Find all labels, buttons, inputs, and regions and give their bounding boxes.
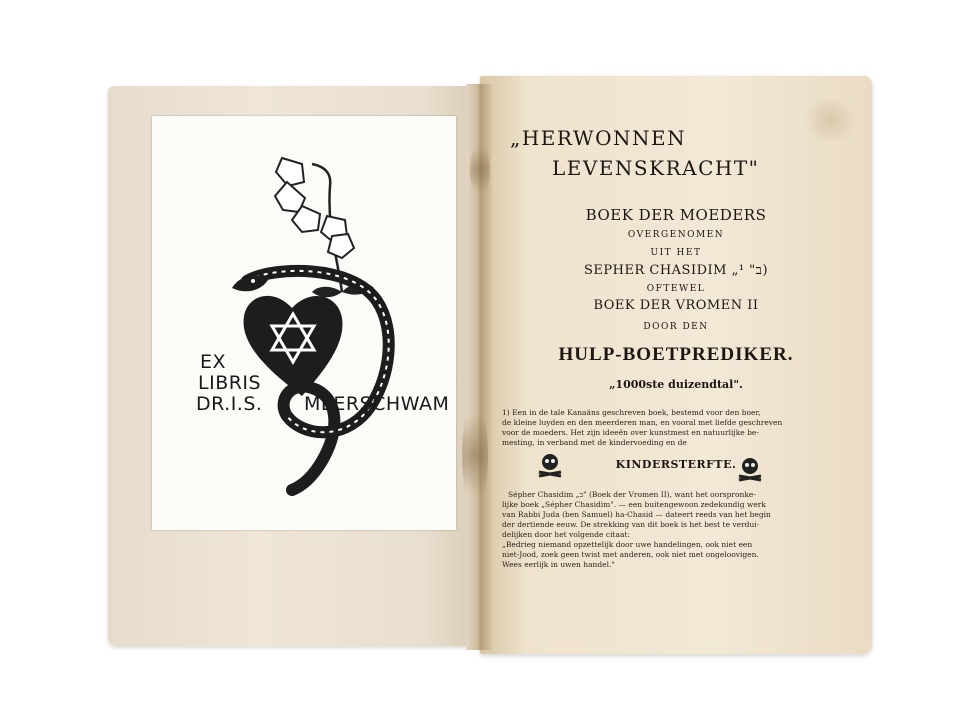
paper-stain [800, 100, 860, 140]
uit-het-text: UIT HET [650, 248, 702, 258]
footnote-line: voor de moeders. Het zijn ideeën over kunstmest en natuurlijke be- [502, 428, 759, 437]
body-line: van Rabbi Juda (ben Samuel) ha-Chasid — dateert reeds van het begin [502, 510, 771, 519]
owner-surname: MEERSCHWAM [304, 393, 450, 415]
footnote-line: 1) Een in de tale Kanaäns geschreven boek, bestemd voor den boer, [502, 408, 761, 417]
body-line: „Bedrieg niemand opzettelijk door uwe handelingen, ook niet een [502, 540, 753, 549]
oftewel-text: OFTEWEL [646, 284, 706, 294]
bookplate-illustration [152, 116, 456, 530]
edition-line: „1000ste duizendtal". [609, 378, 743, 391]
vromen-title: BOEK DER VROMEN II [593, 298, 759, 313]
body-line: Sépher Chasidim „ב" (Boek der Vromen II), want het oorspronke- [508, 490, 756, 499]
title-line-1: „HERWONNEN [510, 126, 687, 150]
body-line: delijken door het volgende citaat: [502, 530, 630, 539]
subtitle: BOEK DER MOEDERS [585, 206, 767, 224]
overgenomen-text: OVERGENOMEN [627, 230, 725, 240]
owner-initials: DR.I.S. [196, 393, 263, 415]
body-line: lijke boek „Sépher Chasidim". — een buitengewoon zedekundig werk [502, 500, 766, 509]
kindersterfte-heading: KINDERSTERFTE. [615, 458, 737, 471]
skull-crossbones-icon [736, 456, 764, 482]
door-den-text: DOOR DEN [643, 322, 709, 332]
title-line-2: LEVENSKRACHT" [552, 156, 760, 180]
libris-label: LIBRIS [198, 372, 262, 394]
author-line: HULP-BOETPREDIKER. [558, 344, 794, 365]
paper-stain [470, 140, 490, 200]
ex-label: EX [200, 351, 227, 373]
sepher-title: SEPHER CHASIDIM „ב" ¹) [583, 263, 769, 278]
body-line: Wees eerlijk in uwen handel." [502, 560, 615, 569]
body-line: der dertiende eeuw. De strekking van dit boek is het best te verdui- [502, 520, 760, 529]
paper-damage [462, 400, 488, 510]
ex-libris-bookplate [152, 116, 456, 530]
footnote-line: de kleine luyden en den meerderen man, en vooral met liefde geschreven [502, 418, 783, 427]
body-line: niet-Jood, zoek geen twist met anderen, ook niet met ongeloovigen. [502, 550, 759, 559]
footnote-line: mesting, in verband met de kindervoeding en de [502, 438, 687, 447]
